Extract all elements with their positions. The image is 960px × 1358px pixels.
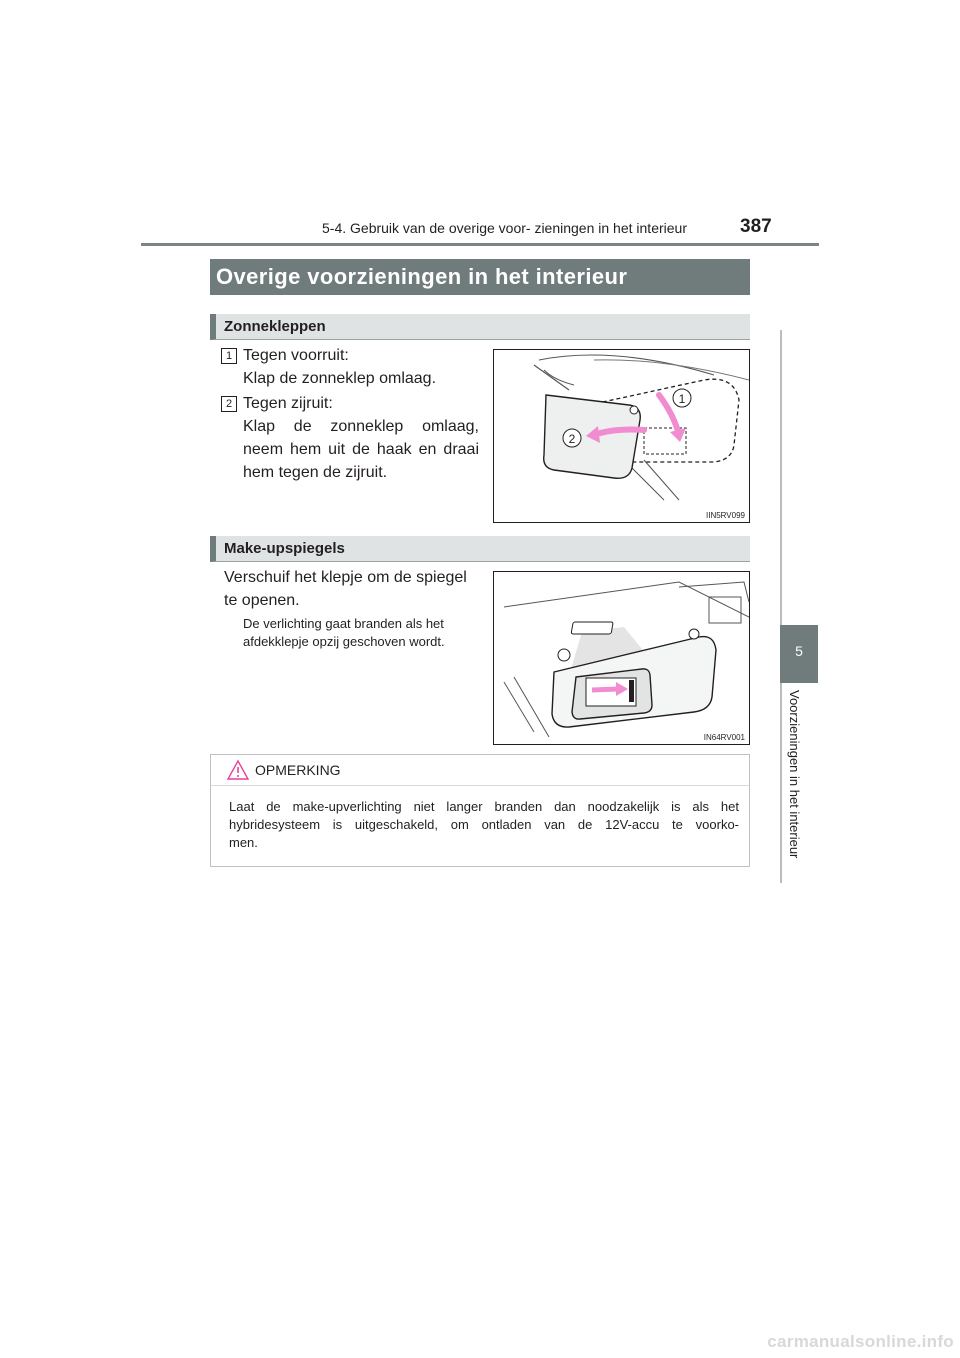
callout-2: 2 (568, 432, 576, 446)
item-1-line-2: Klap de zonneklep omlaag. (243, 370, 437, 387)
notice-line-1: Laat de make-upverlichting niet langer branden dan noodzakelijk is als het (229, 799, 739, 814)
section-title: Zonnekleppen (224, 318, 326, 335)
side-rule-bottom (780, 683, 782, 883)
notice-header (211, 755, 749, 786)
figure-code: IIN5RV099 (706, 511, 745, 520)
mirror-note-line-1: De verlichting gaat branden als het (243, 616, 444, 631)
sun-visor-illustration (494, 350, 749, 522)
chapter-title: 5-4. Gebruik van de overige voor- zieningen in het interieur (322, 220, 687, 236)
item-number-2: 2 (221, 396, 237, 412)
notice-text (229, 798, 739, 852)
main-title: Overige voorzieningen in het interieur (210, 259, 750, 295)
mirror-note (243, 615, 483, 651)
chapter-tab-label: Voorzieningen in het interieur (787, 690, 802, 859)
item-2-line-1: Tegen zijruit: (243, 395, 333, 412)
header-rule (141, 243, 819, 246)
callout-1: 1 (678, 392, 686, 406)
section-title: Make-upspiegels (224, 540, 345, 557)
section-header-make-upspiegels (210, 536, 750, 562)
notice-box (210, 754, 750, 867)
figure-code: IN64RV001 (703, 733, 745, 742)
chapter-tab-number: 5 (795, 643, 803, 659)
mirror-instruction (224, 566, 480, 612)
item-1-line-1: Tegen voorruit: (243, 347, 349, 364)
page-number: 387 (740, 216, 772, 237)
sun-visor-figure (493, 349, 750, 523)
side-rule-top (780, 330, 782, 625)
warning-triangle-icon (226, 759, 250, 781)
mirror-instruction-line-1: Verschuif het klepje om de spiegel (224, 569, 467, 586)
item-1-text (243, 344, 479, 390)
chapter-tab[interactable] (780, 625, 818, 683)
footer-watermark: carmanualsonline.info (767, 1332, 954, 1351)
mirror-instruction-line-2: te openen. (224, 592, 300, 609)
notice-line-3: men. (229, 835, 258, 850)
item-2-line-2: Klap de zonneklep omlaag, (243, 418, 479, 435)
vanity-mirror-figure (493, 571, 750, 745)
item-2-line-4: hem tegen de zijruit. (243, 464, 388, 481)
vanity-mirror-illustration (494, 572, 749, 744)
item-2-line-3: neem hem uit de haak en draai (243, 441, 479, 458)
item-2-text (243, 392, 479, 484)
section-header-zonnekleppen (210, 314, 750, 340)
mirror-note-line-2: afdekklepje opzij geschoven wordt. (243, 634, 445, 649)
notice-title: OPMERKING (255, 762, 341, 778)
item-number-1: 1 (221, 348, 237, 364)
notice-line-2: hybridesysteem is uitgeschakeld, om ontladen van de 12V-accu te voorko- (229, 817, 739, 832)
